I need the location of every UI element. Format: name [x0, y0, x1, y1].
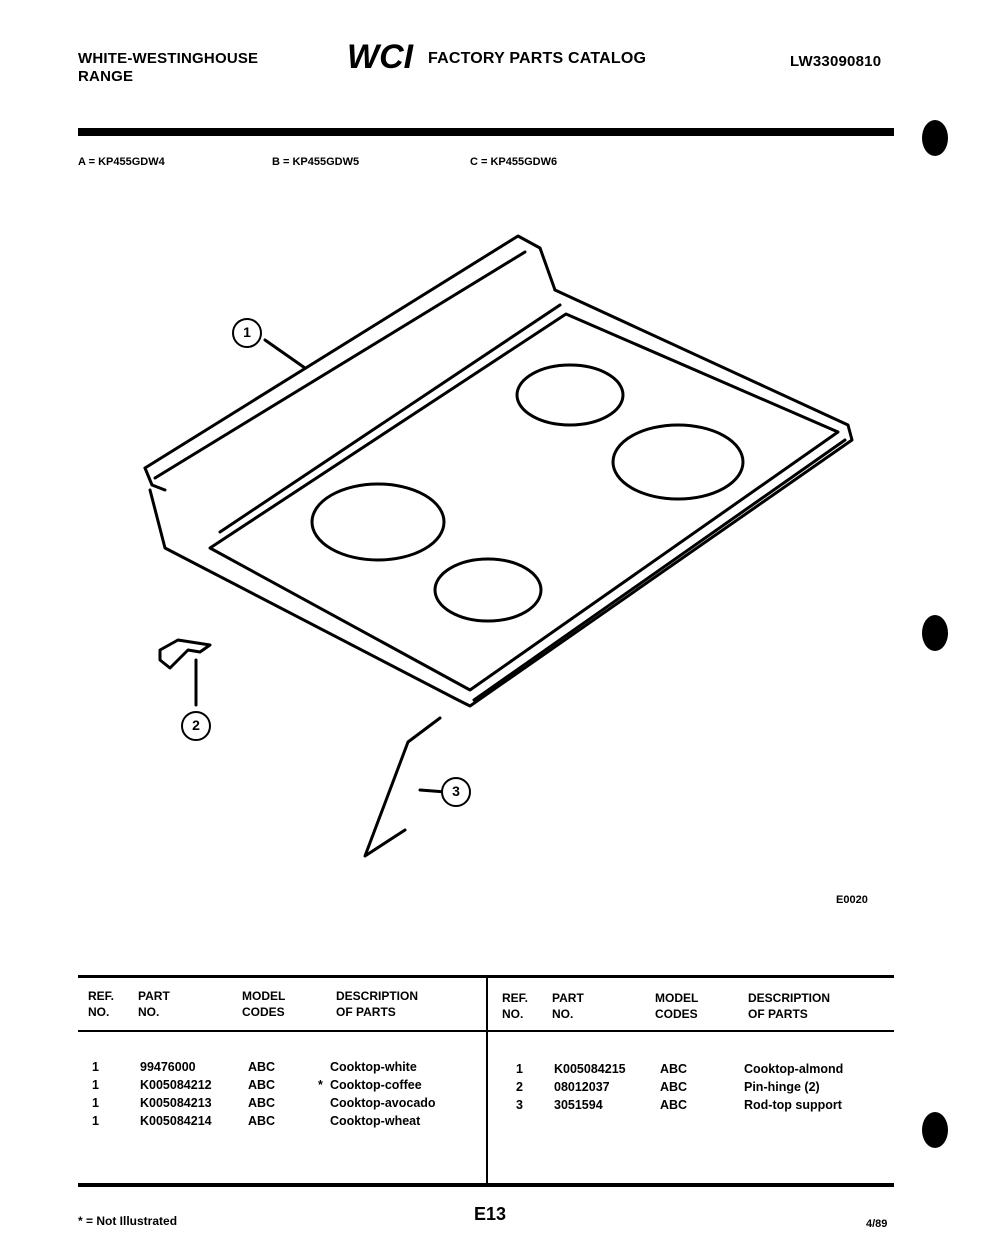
callout-3: 3: [441, 777, 471, 807]
binder-hole-bottom: [922, 1112, 948, 1148]
figure-code: E0020: [836, 894, 868, 906]
table-divider: [486, 975, 488, 1183]
part-no: 08012037: [554, 1080, 610, 1094]
ref-no: 1: [92, 1096, 99, 1110]
cooktop-outer-edge: [150, 290, 852, 706]
part-no: K005084214: [140, 1114, 212, 1128]
logo-text: WCI: [347, 38, 414, 72]
left-header-model: MODEL CODES: [242, 989, 286, 1019]
not-illustrated-mark: *: [318, 1078, 323, 1092]
callout-2: 2: [181, 711, 211, 741]
model-codes: ABC: [660, 1080, 688, 1094]
model-code-c: C = KP455GDW6: [470, 156, 558, 168]
burner-opening-front-right: [435, 559, 541, 621]
revision-date: 4/89: [866, 1218, 888, 1230]
model-codes: ABC: [248, 1114, 276, 1128]
description: Cooktop-almond: [744, 1062, 844, 1076]
pin-hinge-part: [160, 640, 210, 668]
burner-opening-rear-right: [613, 425, 743, 499]
part-no: K005084215: [554, 1062, 626, 1076]
right-header-desc: DESCRIPTION OF PARTS: [748, 991, 831, 1021]
right-header-model: MODEL CODES: [655, 991, 699, 1021]
ref-no: 1: [92, 1114, 99, 1128]
left-header-part: PART NO.: [138, 989, 170, 1019]
right-header-ref: REF. NO.: [502, 991, 529, 1021]
model-codes: ABC: [248, 1096, 276, 1110]
ref-no: 2: [516, 1080, 523, 1094]
rod-top-support-part: [365, 718, 440, 856]
left-header-desc: DESCRIPTION OF PARTS: [336, 989, 419, 1019]
description: Cooktop-avocado: [330, 1096, 436, 1110]
description: Cooktop-coffee: [330, 1078, 422, 1092]
brand-line-2: RANGE: [78, 68, 134, 85]
description: Rod-top support: [744, 1098, 842, 1112]
ref-no: 1: [516, 1062, 523, 1076]
ref-no: 1: [92, 1078, 99, 1092]
burner-opening-front-left: [312, 484, 444, 560]
part-no: 99476000: [140, 1060, 196, 1074]
model-codes: ABC: [248, 1078, 276, 1092]
model-code-a: A = KP455GDW4: [78, 156, 165, 168]
page-number: E13: [474, 1204, 507, 1224]
footnote-not-illustrated: * = Not Illustrated: [78, 1214, 178, 1228]
callout-1: 1: [232, 318, 262, 348]
description: Pin-hinge (2): [744, 1080, 820, 1094]
description: Cooktop-wheat: [330, 1114, 421, 1128]
ref-no: 3: [516, 1098, 523, 1112]
model-codes: ABC: [660, 1062, 688, 1076]
part-no: K005084213: [140, 1096, 212, 1110]
brand-line-1: WHITE-WESTINGHOUSE: [78, 50, 259, 67]
right-header-part: PART NO.: [552, 991, 584, 1021]
left-header-ref: REF. NO.: [88, 989, 115, 1019]
ref-no: 1: [92, 1060, 99, 1074]
table-bottom-rule: [78, 1183, 894, 1187]
catalog-number: LW33090810: [790, 53, 882, 70]
part-no: 3051594: [554, 1098, 603, 1112]
description: Cooktop-white: [330, 1060, 417, 1074]
model-codes: ABC: [248, 1060, 276, 1074]
burner-opening-rear-left: [517, 365, 623, 425]
model-code-b: B = KP455GDW5: [272, 156, 360, 168]
catalog-title: FACTORY PARTS CATALOG: [428, 50, 647, 67]
model-codes: ABC: [660, 1098, 688, 1112]
part-no: K005084212: [140, 1078, 212, 1092]
